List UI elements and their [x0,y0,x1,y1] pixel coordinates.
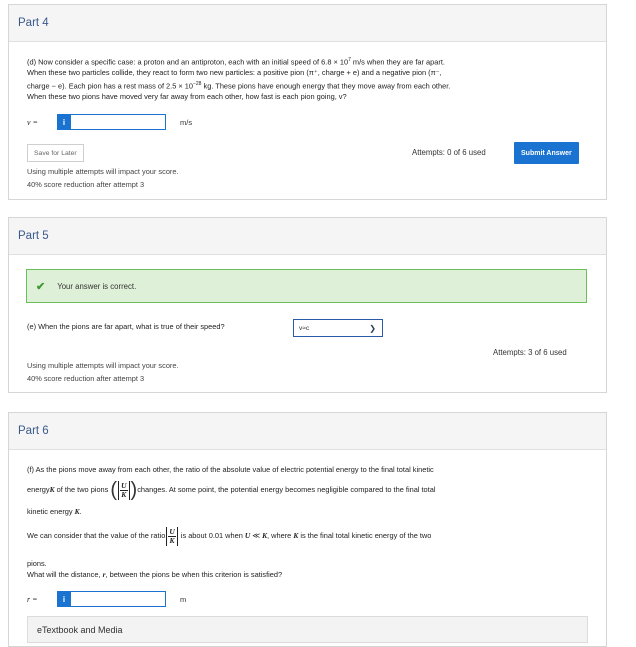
info-icon[interactable]: i [57,591,71,607]
part-4-attempts: Attempts: 0 of 6 used [412,148,486,157]
part-5-title: Part 5 [9,218,606,255]
part-5-attempts: Attempts: 3 of 6 used [493,348,567,357]
r-answer-row [27,591,186,607]
part-6-question-line3: kinetic energy K. [27,507,82,516]
ratio-u-over-k-inline: $\frac{U}{K}$ [165,527,178,546]
r-unit-label: m [180,594,187,604]
part-5-notes: Using multiple attempts will impact your score. 40% score reduction after attempt 3 [27,361,179,383]
part-6-question-line1: (f) As the pions move away from each other, the ratio of the absolute value of electric potential energy to the final total kinetic [27,465,434,474]
submit-answer-button[interactable]: Submit Answer [514,142,579,164]
etextbook-and-media-button[interactable]: eTextbook and Media [27,616,588,643]
v-unit-label: m/s [180,117,193,127]
v-label: v = [27,117,38,127]
part-4-question: (d) Now consider a specific case: a proton and an antiproton, each with an initial speed of $6.8 \times 10^7$ m/s when they are far apart. When these two particles collide, they react to form two new particles: a positive pion (π⁺, charge + e) and a negative pion (π⁻, charge − e). Each pion has a rest mass of $2.5 \times 10^{-28}$ kg. These pions have enough energy that they move away from each other. When these two pions have moved very far away from each other, how fast is each pion going, v? [27,57,451,102]
part-4-title: Part 4 [9,5,606,42]
correct-answer-banner [26,269,587,303]
part-6-question-line2: energy K of the two pions ( $\frac{U}{K}$ ) changes. At some point, the potential energy becomes negligible compared to the final total [27,479,436,501]
ratio-u-over-k: $\frac{U}{K}$ [117,481,130,500]
v-answer-input[interactable] [71,114,166,130]
v-answer-row [27,114,192,130]
part-4-panel [8,4,607,200]
correct-message: Your answer is correct. [57,281,137,291]
r-answer-input[interactable] [71,591,166,607]
part-6-panel [8,412,607,647]
speed-select-value: v≈c [299,324,310,332]
speed-select[interactable] [293,319,383,337]
part-5-question: (e) When the pions are far apart, what is true of their speed? [27,322,225,331]
chevron-down-icon: ❯ [369,323,376,333]
part-4-notes: Using multiple attempts will impact your score. 40% score reduction after attempt 3 [27,167,179,189]
part-5-panel [8,217,607,393]
info-icon[interactable]: i [57,114,71,130]
r-label: r = [27,594,38,604]
part-6-title: Part 6 [9,413,606,450]
part-6-question-line4: We can consider that the value of the ratio $\frac{U}{K}$ is about 0.01 when U ≪ K , where K is the final total kinetic energy of the two [27,527,432,545]
part-6-question-line5: pions. What will the distance, r, between the pions be when this criterion is satisfied? [27,559,283,579]
checkmark-icon: ✔ [36,280,46,293]
save-for-later-button[interactable]: Save for Later [27,144,84,162]
